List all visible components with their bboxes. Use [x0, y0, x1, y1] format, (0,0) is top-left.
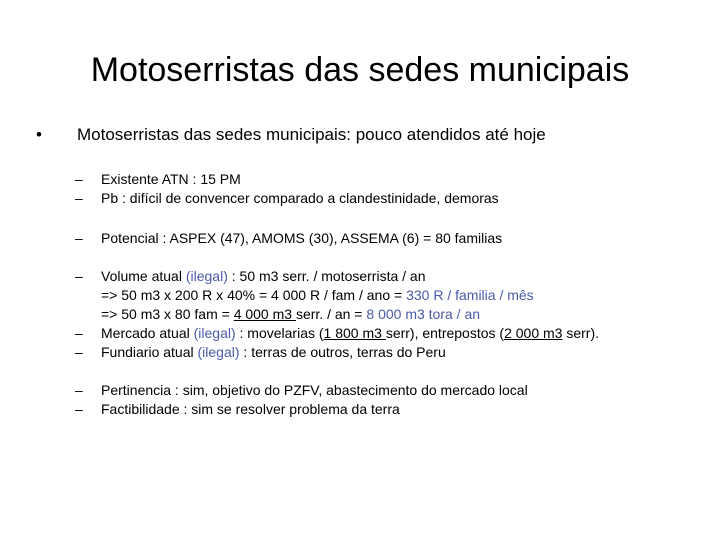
- bullet-symbol: •: [36, 125, 42, 144]
- dash-marker: –: [75, 325, 83, 341]
- main-bullet-text: Motoserristas das sedes municipais: pouco atendidos até hoje: [77, 125, 546, 144]
- dash-marker: –: [75, 401, 83, 417]
- sub-item-text: => 50 m3 x 80 fam = 4 000 m3 serr. / an = 8 000 m3 tora / an: [101, 306, 481, 322]
- dash-marker: –: [75, 230, 83, 246]
- sub-item-text: Volume atual (ilegal) : 50 m3 serr. / motoserrista / an: [101, 268, 426, 284]
- sub-item-text: Fundiario atual (ilegal) : terras de outros, terras do Peru: [101, 344, 446, 360]
- sub-item-text: Potencial : ASPEX (47), AMOMS (30), ASSEMA (6) = 80 familias: [101, 230, 503, 246]
- dash-marker: –: [75, 382, 83, 398]
- dash-marker: –: [75, 171, 83, 187]
- sub-item-text: Factibilidade : sim se resolver problema da terra: [101, 401, 400, 417]
- dash-marker: –: [75, 268, 83, 284]
- sub-item-text: Mercado atual (ilegal) : movelarias (1 800 m3 serr), entrepostos (2 000 m3 serr).: [101, 325, 600, 341]
- sub-item-text: Pertinencia : sim, objetivo do PZFV, abastecimento do mercado local: [101, 382, 528, 398]
- dash-marker: –: [75, 344, 83, 360]
- dash-marker: –: [75, 190, 83, 206]
- slide-title: Motoserristas das sedes municipais: [90, 51, 630, 89]
- sub-item-text: Pb : difícil de convencer comparado a clandestinidade, demoras: [101, 190, 499, 206]
- sub-item-text: Existente ATN : 15 PM: [101, 171, 241, 187]
- sub-item-text: => 50 m3 x 200 R x 40% = 4 000 R / fam / ano = 330 R / familia / mês: [101, 287, 534, 303]
